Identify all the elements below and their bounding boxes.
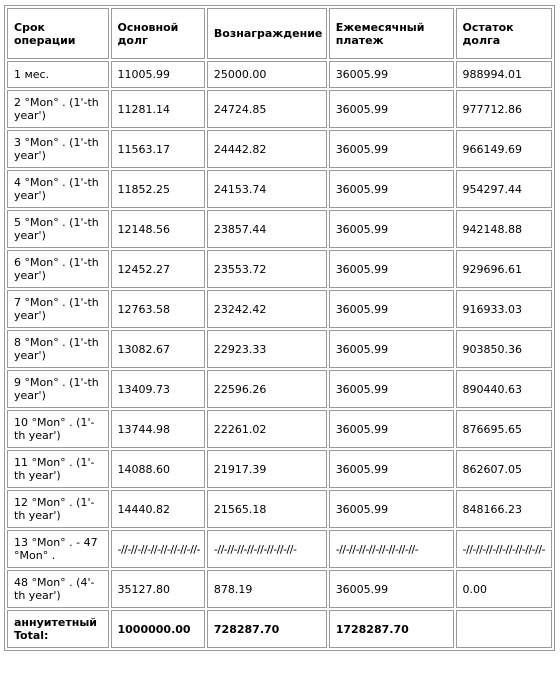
cell-monthly-payment: 36005.99 — [329, 170, 454, 208]
cell-interest: 21565.18 — [207, 490, 327, 528]
table-row — [7, 530, 552, 568]
cell-principal: 14088.60 — [111, 450, 205, 488]
table-row — [7, 410, 552, 448]
cell-balance: 966149.69 — [456, 130, 552, 168]
cell-monthly-payment: 36005.99 — [329, 130, 454, 168]
cell-balance: 876695.65 — [456, 410, 552, 448]
cell-interest: -//-//-//-//-//-//-//-//- — [207, 530, 327, 568]
total-interest: 728287.70 — [207, 610, 327, 648]
cell-term: 48 °Mon° . (4'-th year') — [7, 570, 109, 608]
table-row — [7, 170, 552, 208]
cell-principal: 12452.27 — [111, 250, 205, 288]
table-row — [7, 570, 552, 608]
cell-interest: 21917.39 — [207, 450, 327, 488]
cell-balance: 942148.88 — [456, 210, 552, 248]
cell-monthly-payment: 36005.99 — [329, 450, 454, 488]
cell-term: 7 °Mon° . (1'-th year') — [7, 290, 109, 328]
cell-principal: 13082.67 — [111, 330, 205, 368]
total-label: аннуитетный Total: — [7, 610, 109, 648]
table-row — [7, 330, 552, 368]
cell-term: 10 °Mon° . (1'-th year') — [7, 410, 109, 448]
cell-term: 5 °Mon° . (1'-th year') — [7, 210, 109, 248]
cell-term: 13 °Mon° . - 47 °Mon° . — [7, 530, 109, 568]
cell-interest: 25000.00 — [207, 61, 327, 88]
cell-interest: 22261.02 — [207, 410, 327, 448]
cell-interest: 24724.85 — [207, 90, 327, 128]
cell-term: 8 °Mon° . (1'-th year') — [7, 330, 109, 368]
cell-monthly-payment: 36005.99 — [329, 290, 454, 328]
cell-term: 9 °Mon° . (1'-th year') — [7, 370, 109, 408]
cell-interest: 878.19 — [207, 570, 327, 608]
cell-principal: 11563.17 — [111, 130, 205, 168]
header-monthly-payment: Ежемесячный платеж — [329, 8, 454, 59]
total-balance — [456, 610, 552, 648]
cell-balance: 929696.61 — [456, 250, 552, 288]
total-row — [7, 610, 552, 648]
table-row — [7, 61, 552, 88]
cell-balance: -//-//-//-//-//-//-//-//- — [456, 530, 552, 568]
table-row — [7, 450, 552, 488]
cell-monthly-payment: 36005.99 — [329, 90, 454, 128]
header-row — [7, 8, 552, 59]
cell-interest: 22923.33 — [207, 330, 327, 368]
cell-monthly-payment: 36005.99 — [329, 61, 454, 88]
cell-balance: 890440.63 — [456, 370, 552, 408]
cell-principal: 14440.82 — [111, 490, 205, 528]
cell-balance: 848166.23 — [456, 490, 552, 528]
header-balance: Остаток долга — [456, 8, 552, 59]
cell-principal: 13744.98 — [111, 410, 205, 448]
cell-principal: 12148.56 — [111, 210, 205, 248]
cell-balance: 977712.86 — [456, 90, 552, 128]
total-monthly-payment: 1728287.70 — [329, 610, 454, 648]
cell-balance: 0.00 — [456, 570, 552, 608]
cell-balance: 862607.05 — [456, 450, 552, 488]
table-row — [7, 210, 552, 248]
cell-interest: 23553.72 — [207, 250, 327, 288]
cell-principal: 13409.73 — [111, 370, 205, 408]
cell-monthly-payment: 36005.99 — [329, 490, 454, 528]
cell-term: 2 °Mon° . (1'-th year') — [7, 90, 109, 128]
table-row — [7, 250, 552, 288]
cell-term: 12 °Mon° . (1'-th year') — [7, 490, 109, 528]
cell-monthly-payment: 36005.99 — [329, 210, 454, 248]
cell-principal: 11281.14 — [111, 90, 205, 128]
table-row — [7, 370, 552, 408]
cell-balance: 916933.03 — [456, 290, 552, 328]
cell-interest: 24442.82 — [207, 130, 327, 168]
cell-balance: 903850.36 — [456, 330, 552, 368]
table-row — [7, 130, 552, 168]
total-principal: 1000000.00 — [111, 610, 205, 648]
cell-term: 1 мес. — [7, 61, 109, 88]
cell-monthly-payment: 36005.99 — [329, 370, 454, 408]
cell-interest: 22596.26 — [207, 370, 327, 408]
cell-principal: 11852.25 — [111, 170, 205, 208]
cell-monthly-payment: 36005.99 — [329, 330, 454, 368]
cell-term: 3 °Mon° . (1'-th year') — [7, 130, 109, 168]
cell-principal: 12763.58 — [111, 290, 205, 328]
cell-term: 6 °Mon° . (1'-th year') — [7, 250, 109, 288]
cell-monthly-payment: 36005.99 — [329, 410, 454, 448]
payment-schedule-table — [4, 5, 555, 651]
cell-principal: -//-//-//-//-//-//-//-//- — [111, 530, 205, 568]
cell-interest: 24153.74 — [207, 170, 327, 208]
cell-monthly-payment: 36005.99 — [329, 570, 454, 608]
cell-interest: 23857.44 — [207, 210, 327, 248]
cell-balance: 954297.44 — [456, 170, 552, 208]
header-term: Срок операции — [7, 8, 109, 59]
cell-monthly-payment: 36005.99 — [329, 250, 454, 288]
header-interest: Вознаграждение — [207, 8, 327, 59]
cell-principal: 35127.80 — [111, 570, 205, 608]
table-row — [7, 90, 552, 128]
table-row — [7, 490, 552, 528]
schedule-container — [4, 5, 555, 651]
cell-principal: 11005.99 — [111, 61, 205, 88]
cell-balance: 988994.01 — [456, 61, 552, 88]
cell-interest: 23242.42 — [207, 290, 327, 328]
cell-term: 11 °Mon° . (1'-th year') — [7, 450, 109, 488]
header-principal: Основной долг — [111, 8, 205, 59]
cell-term: 4 °Mon° . (1'-th year') — [7, 170, 109, 208]
cell-monthly-payment: -//-//-//-//-//-//-//-//- — [329, 530, 454, 568]
payment-schedule-body — [7, 8, 552, 648]
table-row — [7, 290, 552, 328]
